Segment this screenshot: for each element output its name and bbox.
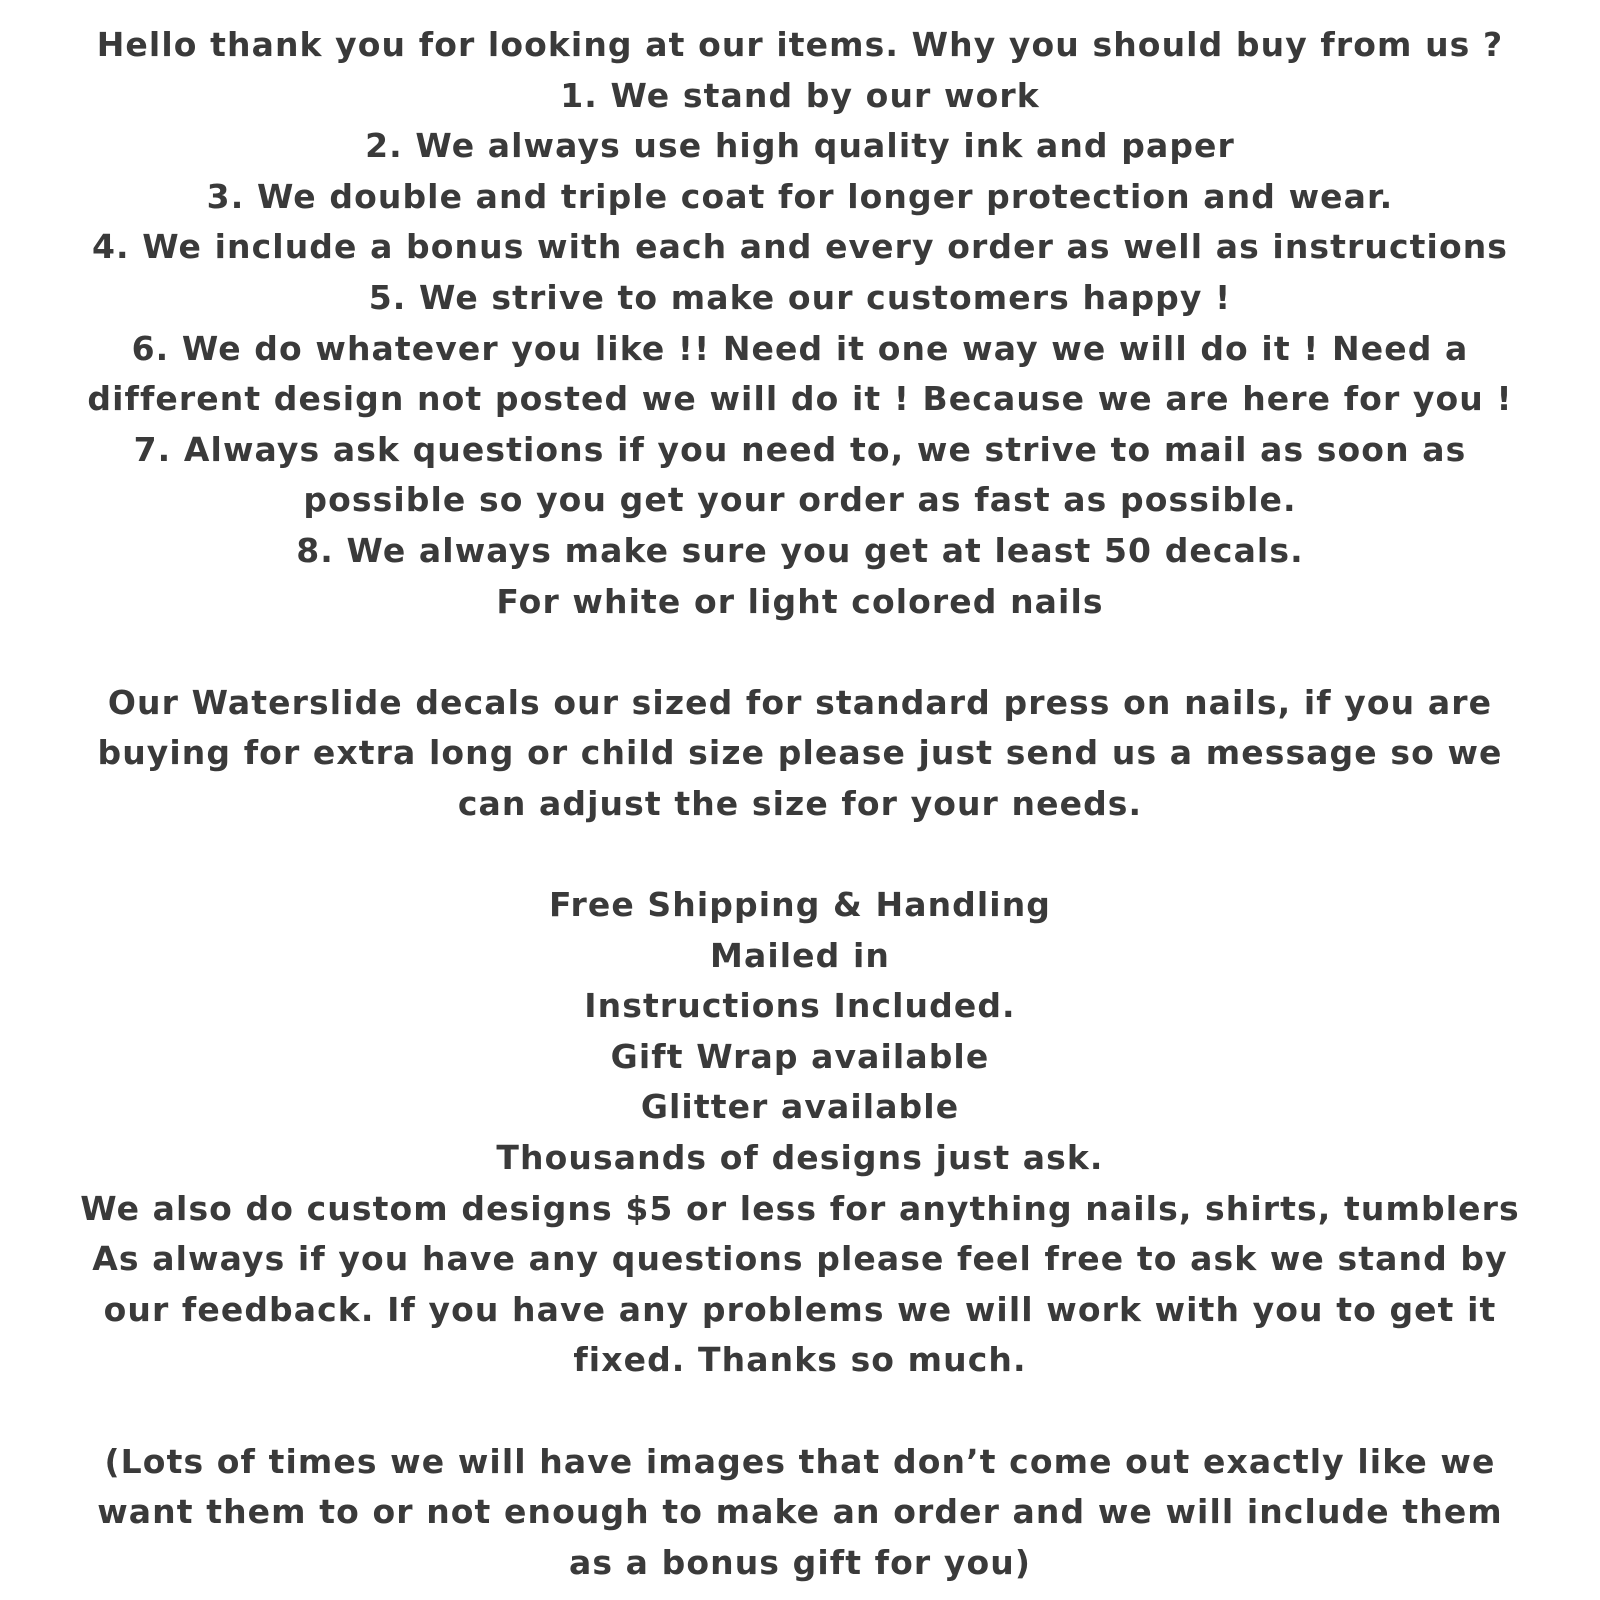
shipping-line: fixed. Thanks so much. [573,1340,1027,1380]
sizing-line: buying for extra long or child size please just send us a message so we [97,733,1503,773]
shipping-section [0,880,1600,1386]
shipping-line: Thousands of designs just ask. [496,1138,1104,1178]
spacer [0,627,1600,678]
shipping-line: As always if you have any questions please feel free to ask we stand by [92,1239,1508,1279]
shipping-line: Gift Wrap available [610,1036,990,1076]
reason-line: 7. Always ask questions if you need to, we strive to mail as soon as [133,429,1467,469]
reason-line: different design not posted we will do it ! Because we are here for you ! [87,379,1513,419]
shipping-line: Mailed in [710,935,890,975]
shipping-line: Instructions Included. [584,986,1016,1026]
reason-line: 6. We do whatever you like !! Need it one way we will do it ! Need a [131,328,1469,368]
shipping-line: Free Shipping & Handling [548,885,1052,925]
reason-line: 1. We stand by our work [560,75,1040,115]
sizing-line: can adjust the size for your needs. [457,783,1143,823]
reason-line: 5. We strive to make our customers happy ! [368,277,1232,317]
sizing-section [0,678,1600,830]
shipping-line: We also do custom designs $5 or less for anything nails, shirts, tumblers [80,1188,1520,1228]
reason-line: 4. We include a bonus with each and every order as well as instructions [91,227,1509,267]
spacer [0,830,1600,881]
note-line: want them to or not enough to make an order and we will include them [97,1492,1503,1532]
reason-line: 2. We always use high quality ink and paper [365,126,1235,166]
shipping-line: Glitter available [640,1087,960,1127]
bonus-note-section [0,1437,1600,1589]
sizing-line: Our Waterslide decals our sized for standard press on nails, if you are [107,682,1493,722]
spacer [0,1386,1600,1437]
reason-line: 8. We always make sure you get at least 50 decals. [296,530,1304,570]
reason-line: 3. We double and triple coat for longer protection and wear. [206,176,1394,216]
reason-line: possible so you get your order as fast as possible. [303,480,1297,520]
note-line: as a bonus gift for you) [568,1542,1032,1582]
shipping-line: our feedback. If you have any problems we will work with you to get it [103,1289,1497,1329]
intro-heading: Hello thank you for looking at our items. Why you should buy from us ? [96,25,1504,64]
note-line: (Lots of times we will have images that don’t come out exactly like we [104,1441,1496,1481]
listing-description [0,20,1600,1588]
reason-line: For white or light colored nails [496,581,1104,621]
intro-section [0,20,1600,627]
